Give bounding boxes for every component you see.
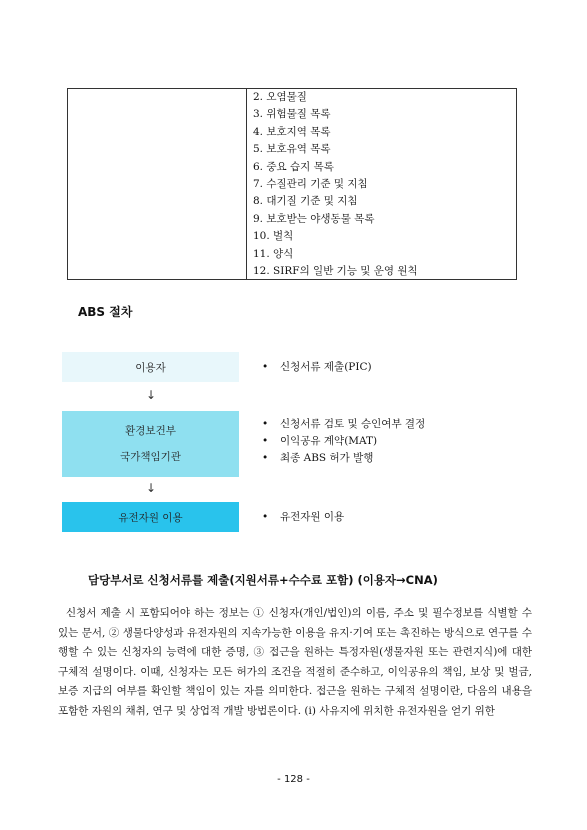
list-table-right-cell (247, 89, 516, 279)
bullet-item: • 신청서류 검토 및 승인여부 결정 (262, 416, 425, 433)
page-number: - 128 - (277, 774, 310, 785)
list-table (67, 88, 517, 280)
flow-box-label: 유전자원 이용 (118, 511, 183, 524)
list-item: 5. 보호유역 목록 (253, 143, 331, 156)
flow-box-label: 국가책임기관 (120, 451, 181, 463)
section-title: ABS 절차 (78, 305, 133, 319)
bullet-icon: • (262, 511, 269, 523)
flow-bullets-authority (262, 416, 425, 467)
flow-bullets-user (262, 359, 372, 376)
list-item: 6. 중요 습지 목록 (253, 160, 334, 173)
flow-box-authority (62, 411, 239, 477)
bullet-icon: • (262, 361, 269, 373)
list-item: 7. 수질관리 기준 및 지침 (253, 177, 368, 190)
body-paragraph: 신청서 제출 시 포함되어야 하는 정보는 ① 신청자(개인/법인)의 이름, 주소 및 필수정보를 식별할 수 있는 문서, ② 생물다양성과 유전자원의 지속가능한 이용을 유지·기여 또는 촉진하는 방식으로 연구를 수행할 수 있는 신청자의 능력에 대한 증명, ③ 접근을 원하는 특정자원(생물자원 또는 관련지식)에 대한 구체적 설명이다. 이때, 신청자는 모든 허가의 조건을 적절히 준수하고, 이익공유의 책임, 보상 및 벌금, 보증 지급의 여부를 확인할 책임이 있는 자를 의미한다. 접근을 원하는 구체적 설명이란, 다음의 내용을 포함한 자원의 채취, 연구 및 상업적 개발 방법론이다. (ⅰ) 사유지에 위치한 유전자원을 얻기 위한 (58, 607, 532, 717)
bullet-item: • 최종 ABS 허가 발행 (262, 450, 425, 467)
flow-box-user (62, 352, 239, 382)
flow-arrow-down: ↓ (146, 388, 157, 402)
flow-arrow-down: ↓ (146, 481, 157, 495)
list-item: 11. 양식 (253, 247, 294, 260)
list-table-items (253, 89, 516, 280)
list-item: 2. 오염물질 (253, 91, 307, 103)
bullet-icon: • (262, 435, 269, 447)
list-item: 3. 위험물질 목록 (253, 108, 331, 121)
flow-box-label: 환경보건부 (125, 425, 176, 437)
list-table-left-cell (68, 89, 247, 279)
flow-bullets-resource-use (262, 509, 344, 526)
list-item: 8. 대기질 기준 및 지침 (253, 195, 358, 208)
bullet-icon: • (262, 418, 269, 430)
list-item: 12. SIRF의 일반 기능 및 운영 원칙 (253, 264, 418, 277)
bullet-item: • 유전자원 이용 (262, 509, 344, 526)
flow-box-resource-use (62, 502, 239, 532)
bullet-item: • 신청서류 제출(PIC) (262, 359, 372, 376)
flow-box-label: 이용자 (135, 361, 166, 374)
bullet-item: • 이익공유 계약(MAT) (262, 433, 425, 450)
list-item: 9. 보호받는 야생동물 목록 (253, 212, 375, 225)
submission-heading: 담당부서로 신청서류를 제출(지원서류+수수료 포함) (이용자→CNA) (88, 573, 438, 587)
list-item: 10. 벌칙 (253, 230, 294, 243)
bullet-icon: • (262, 452, 269, 464)
list-item: 4. 보호지역 목록 (253, 125, 331, 138)
